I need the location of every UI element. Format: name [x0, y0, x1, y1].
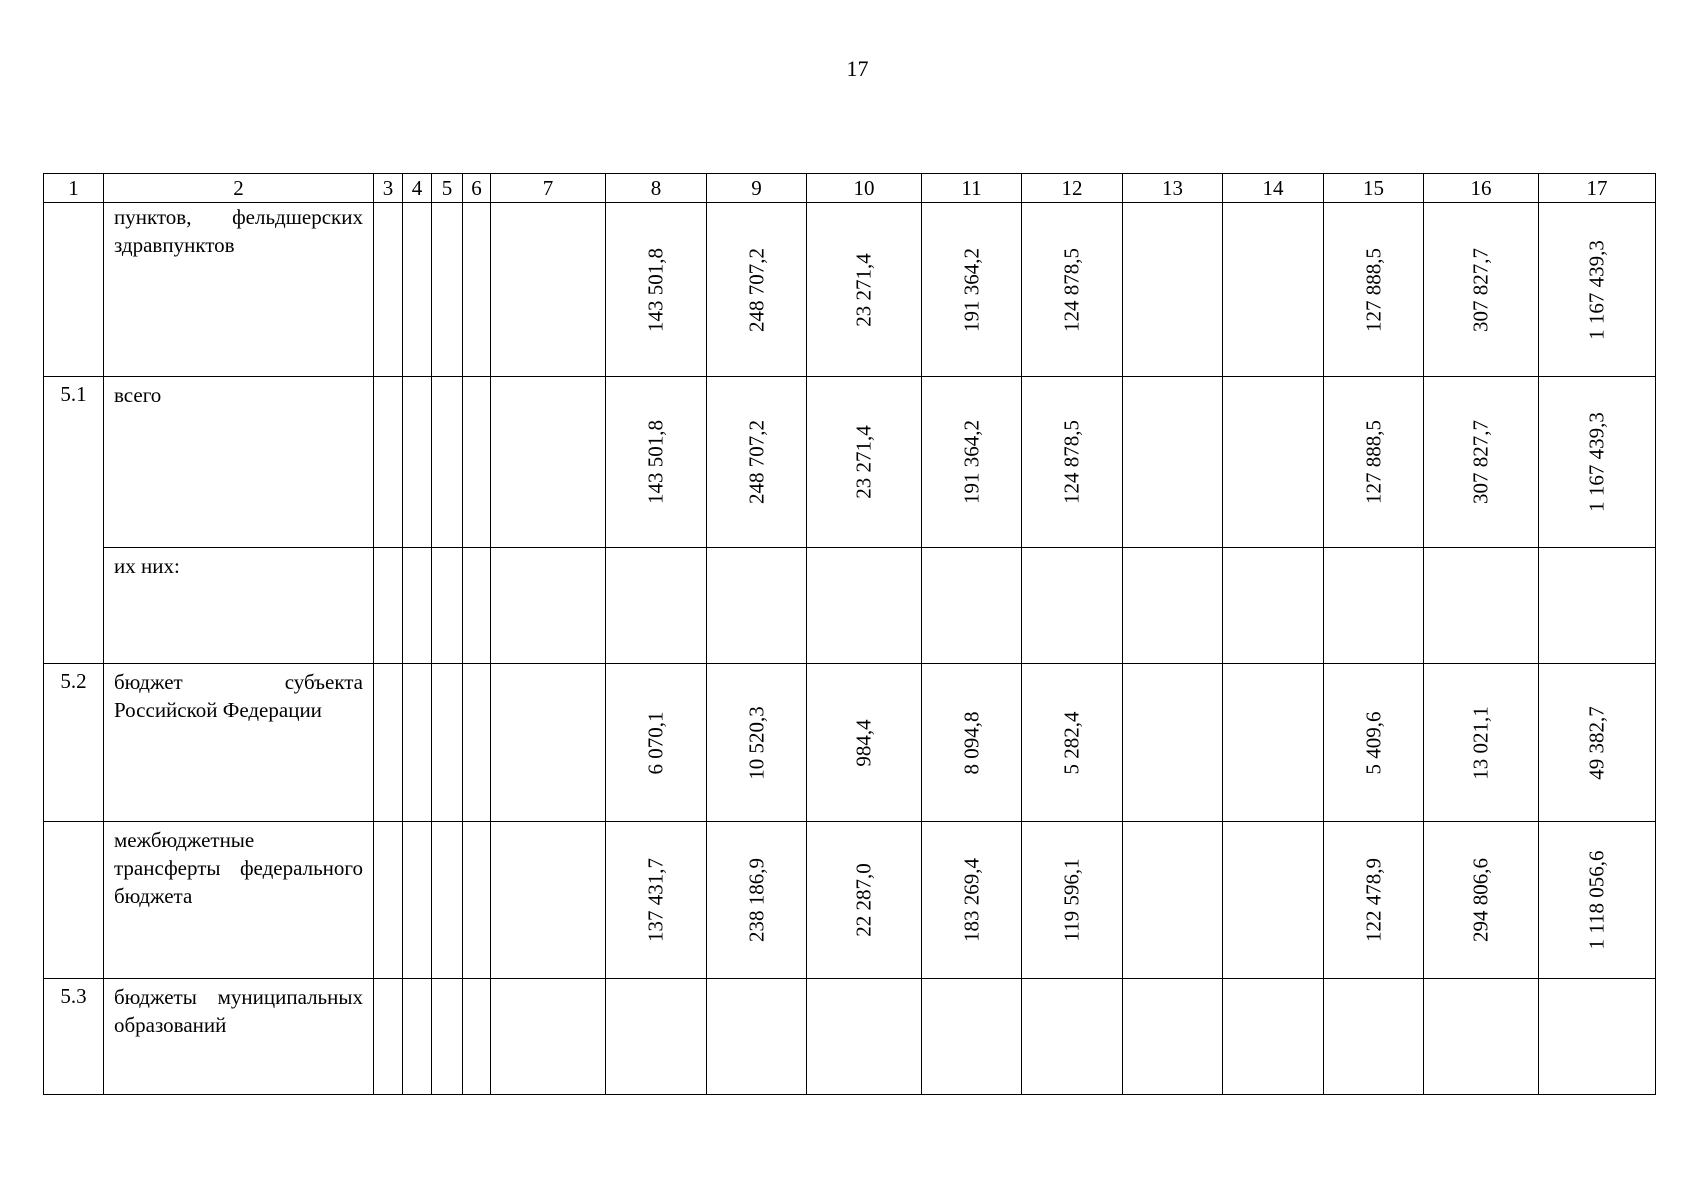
table-row [44, 822, 1656, 979]
value-cell: 143 501,8 [606, 203, 707, 377]
table-row [44, 548, 1656, 664]
empty-cell [463, 822, 491, 979]
table-row [44, 664, 1656, 822]
empty-cell [432, 822, 463, 979]
value-cell [1022, 979, 1123, 1095]
value-cell: 5 409,6 [1324, 664, 1424, 822]
value-cell [1539, 548, 1656, 664]
value-cell: 23 271,4 [807, 203, 922, 377]
value-cell: 8 094,8 [922, 664, 1022, 822]
empty-cell [374, 979, 403, 1095]
value-cell: 294 806,6 [1424, 822, 1539, 979]
row-description: их них: [104, 548, 374, 664]
page-number: 17 [846, 56, 869, 81]
value-cell [922, 548, 1022, 664]
row-description: всего [104, 377, 374, 548]
empty-cell [432, 664, 463, 822]
column-header: 1 [44, 174, 104, 203]
column-header: 10 [807, 174, 922, 203]
value-cell [1123, 822, 1223, 979]
value-cell [707, 979, 807, 1095]
column-header: 11 [922, 174, 1022, 203]
empty-cell [403, 548, 432, 664]
row-number [44, 822, 104, 979]
column-header: 5 [432, 174, 463, 203]
row-number: 5.1 [44, 377, 104, 664]
value-cell [1123, 377, 1223, 548]
table-row [44, 979, 1656, 1095]
empty-cell [491, 979, 606, 1095]
value-cell [606, 979, 707, 1095]
column-header: 4 [403, 174, 432, 203]
row-number: 5.3 [44, 979, 104, 1095]
value-cell [922, 979, 1022, 1095]
value-cell [1324, 979, 1424, 1095]
empty-cell [374, 377, 403, 548]
column-header: 13 [1123, 174, 1223, 203]
row-number [44, 203, 104, 377]
row-description: межбюджетные трансферты федерального бюджета [104, 822, 374, 979]
value-cell [1123, 548, 1223, 664]
value-cell: 124 878,5 [1022, 377, 1123, 548]
value-cell: 248 707,2 [707, 203, 807, 377]
value-cell: 122 478,9 [1324, 822, 1424, 979]
value-cell: 307 827,7 [1424, 203, 1539, 377]
value-cell: 248 707,2 [707, 377, 807, 548]
empty-cell [463, 203, 491, 377]
empty-cell [374, 203, 403, 377]
table-row [44, 203, 1656, 377]
empty-cell [491, 203, 606, 377]
column-header: 9 [707, 174, 807, 203]
value-cell [1022, 548, 1123, 664]
value-cell [1324, 548, 1424, 664]
column-header: 15 [1324, 174, 1424, 203]
value-cell: 137 431,7 [606, 822, 707, 979]
column-header: 17 [1539, 174, 1656, 203]
value-cell: 191 364,2 [922, 203, 1022, 377]
table-row [44, 377, 1656, 548]
empty-cell [374, 548, 403, 664]
row-description: пунктов, фельдшерских здравпунктов [104, 203, 374, 377]
empty-cell [432, 377, 463, 548]
column-header: 14 [1223, 174, 1324, 203]
value-cell [807, 548, 922, 664]
empty-cell [374, 664, 403, 822]
column-header: 7 [491, 174, 606, 203]
value-cell [1223, 822, 1324, 979]
empty-cell [403, 979, 432, 1095]
value-cell: 143 501,8 [606, 377, 707, 548]
empty-cell [374, 822, 403, 979]
value-cell: 191 364,2 [922, 377, 1022, 548]
empty-cell [491, 548, 606, 664]
value-cell [707, 548, 807, 664]
value-cell: 119 596,1 [1022, 822, 1123, 979]
value-cell [1123, 203, 1223, 377]
value-cell [1424, 548, 1539, 664]
empty-cell [491, 377, 606, 548]
value-cell: 22 287,0 [807, 822, 922, 979]
empty-cell [403, 377, 432, 548]
row-description: бюджет субъекта Российской Федерации [104, 664, 374, 822]
value-cell: 5 282,4 [1022, 664, 1123, 822]
value-cell: 49 382,7 [1539, 664, 1656, 822]
value-cell: 23 271,4 [807, 377, 922, 548]
value-cell [1539, 979, 1656, 1095]
value-cell: 307 827,7 [1424, 377, 1539, 548]
value-cell: 238 186,9 [707, 822, 807, 979]
value-cell: 13 021,1 [1424, 664, 1539, 822]
value-cell [1424, 979, 1539, 1095]
empty-cell [432, 203, 463, 377]
value-cell [1223, 203, 1324, 377]
empty-cell [463, 979, 491, 1095]
empty-cell [491, 822, 606, 979]
header-row [44, 174, 1656, 203]
value-cell [1123, 664, 1223, 822]
value-cell: 183 269,4 [922, 822, 1022, 979]
column-header: 8 [606, 174, 707, 203]
empty-cell [403, 664, 432, 822]
value-cell [1223, 664, 1324, 822]
empty-cell [463, 548, 491, 664]
value-cell [807, 979, 922, 1095]
empty-cell [403, 822, 432, 979]
column-header: 12 [1022, 174, 1123, 203]
column-header: 3 [374, 174, 403, 203]
empty-cell [403, 203, 432, 377]
value-cell [1223, 377, 1324, 548]
value-cell: 124 878,5 [1022, 203, 1123, 377]
column-header: 16 [1424, 174, 1539, 203]
column-header: 2 [104, 174, 374, 203]
value-cell: 1 167 439,3 [1539, 203, 1656, 377]
value-cell [1223, 548, 1324, 664]
value-cell [1123, 979, 1223, 1095]
value-cell: 1 167 439,3 [1539, 377, 1656, 548]
value-cell: 127 888,5 [1324, 203, 1424, 377]
column-header: 6 [463, 174, 491, 203]
empty-cell [463, 377, 491, 548]
value-cell: 984,4 [807, 664, 922, 822]
value-cell [1223, 979, 1324, 1095]
value-cell: 1 118 056,6 [1539, 822, 1656, 979]
empty-cell [491, 664, 606, 822]
value-cell: 6 070,1 [606, 664, 707, 822]
value-cell: 10 520,3 [707, 664, 807, 822]
empty-cell [432, 979, 463, 1095]
row-description: бюджеты муниципальных образований [104, 979, 374, 1095]
budget-table [43, 173, 1656, 1095]
empty-cell [463, 664, 491, 822]
row-number: 5.2 [44, 664, 104, 822]
value-cell [606, 548, 707, 664]
empty-cell [432, 548, 463, 664]
value-cell: 127 888,5 [1324, 377, 1424, 548]
